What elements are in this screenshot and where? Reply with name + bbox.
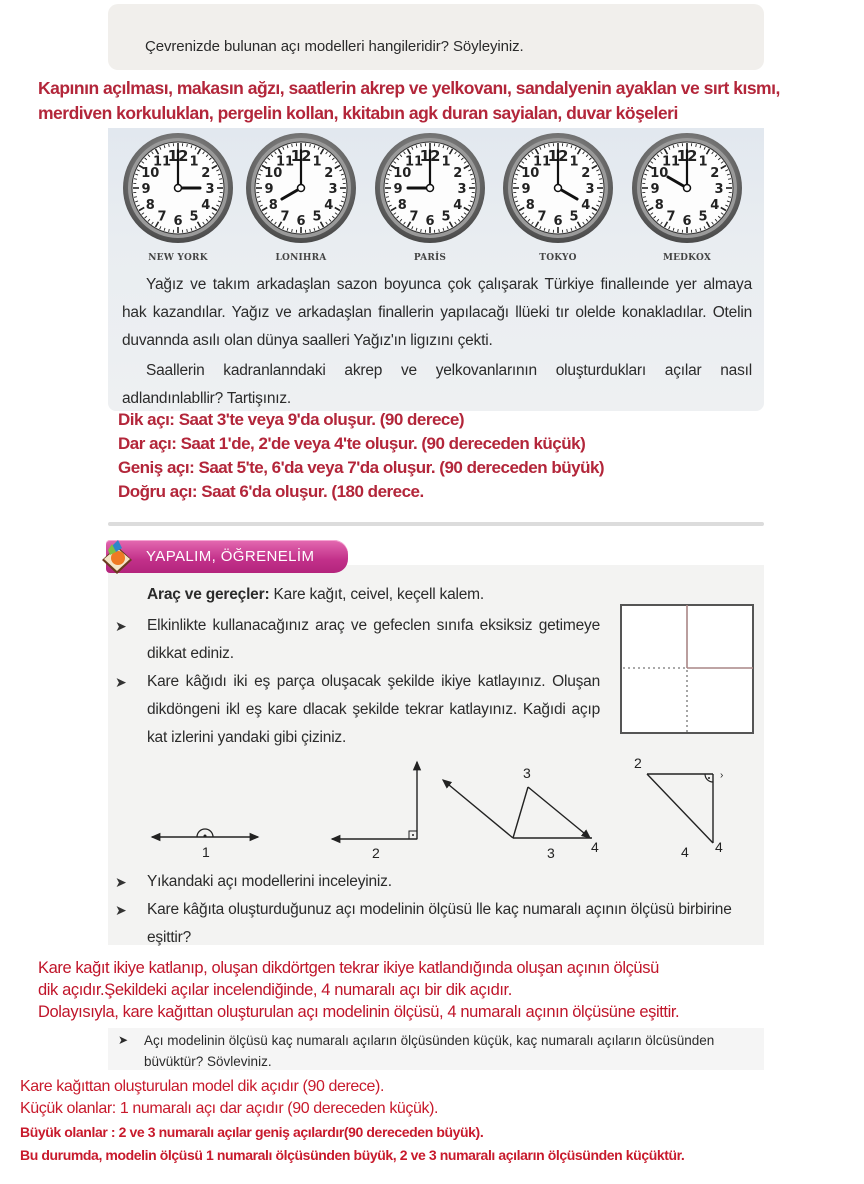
svg-text:12: 12 bbox=[676, 147, 698, 165]
materials-value: Kare kağıt, ceivel, keçell kalem. bbox=[269, 586, 485, 603]
svg-text:3: 3 bbox=[523, 765, 531, 781]
svg-text:12: 12 bbox=[290, 147, 312, 165]
answer-3-line-3: Büyük olanlar : 2 ve 3 numaralı açılar geniş açılardır(90 dereceden büyük). bbox=[20, 1124, 484, 1140]
svg-text:4: 4 bbox=[201, 198, 211, 213]
arrow-bullet-icon: ➤ bbox=[115, 674, 127, 690]
answer-3-line-4: Bu durumda, modelin ölçüsü 1 numaralı ölçüsünden büyük, 2 ve 3 numaralı açıların ölçüsünden küçüktür. bbox=[20, 1147, 685, 1163]
svg-text:8: 8 bbox=[145, 198, 155, 213]
svg-text:3: 3 bbox=[585, 182, 595, 197]
answer-2 bbox=[38, 957, 679, 1023]
angle-model-2 bbox=[332, 762, 417, 861]
svg-text:7: 7 bbox=[280, 209, 290, 225]
bullet-3 bbox=[115, 868, 755, 896]
svg-text:5: 5 bbox=[189, 209, 199, 225]
answer-3 bbox=[20, 1076, 684, 1166]
clock-label: NEW YORK bbox=[148, 253, 208, 263]
svg-text:4: 4 bbox=[681, 844, 689, 860]
arrow-bullet-icon: ➤ bbox=[115, 902, 127, 918]
bullet-4-text: Kare kâğıta oluşturduğunuz açı modelinin ölçüsü lle kaç numaralı açının ölçüsü birbirine eşittir? bbox=[147, 901, 732, 946]
question-2 bbox=[118, 1030, 748, 1072]
svg-text:9: 9 bbox=[141, 182, 151, 197]
clock-lonihra bbox=[245, 132, 357, 244]
materials-label: Araç ve gereçler: bbox=[147, 586, 270, 603]
story-text bbox=[122, 271, 752, 413]
svg-text:12: 12 bbox=[167, 147, 189, 165]
svg-text:4: 4 bbox=[591, 839, 599, 855]
story-paragraph-1: Yağız ve takım arkadaşlan sazon boyunca çok çalışarak Türkiye finalleınde yer almaya hak kazandılar. Yağız ve arkadaşlan finallerin yapılacağı llüeki tır olelde konakladılar. Otelin duvannda asılı olan dünya saalleri Yağız'ın ligızını çekti. bbox=[122, 276, 752, 349]
book-icon bbox=[98, 538, 136, 576]
svg-text:8: 8 bbox=[654, 198, 664, 213]
bullet-1-text: Elkinlikte kullanacağınız araç ve gefeclen sınıfa eksiksiz getimeye dikkat ediniz. bbox=[147, 617, 600, 662]
svg-text:2: 2 bbox=[581, 166, 591, 181]
answer-1 bbox=[38, 76, 780, 126]
answer-2-line-3: Dolayısıyla, kare kağıttan oluşturulan açı modelinin ölçüsü, 4 numaralı açının ölçüsüne eşittir. bbox=[38, 1003, 680, 1021]
obtuse-angle-answer: Geniş açı: Saat 5'te, 6'da veya 7'da oluşur. (90 dereceden büyük) bbox=[118, 458, 605, 477]
svg-text:4: 4 bbox=[710, 198, 720, 213]
svg-text:2: 2 bbox=[453, 166, 463, 181]
svg-text:11: 11 bbox=[152, 154, 172, 170]
svg-text:›: › bbox=[720, 770, 724, 781]
svg-text:10: 10 bbox=[141, 166, 160, 181]
clock-tokyo bbox=[502, 132, 614, 244]
svg-text:9: 9 bbox=[393, 182, 403, 197]
svg-text:7: 7 bbox=[537, 209, 547, 225]
question-panel bbox=[108, 4, 764, 70]
svg-text:6: 6 bbox=[553, 214, 563, 229]
arrow-bullet-icon: ➤ bbox=[115, 874, 127, 890]
svg-text:9: 9 bbox=[264, 182, 274, 197]
svg-text:2: 2 bbox=[201, 166, 211, 181]
svg-text:3: 3 bbox=[547, 845, 555, 861]
svg-text:2: 2 bbox=[324, 166, 334, 181]
svg-text:1: 1 bbox=[312, 154, 322, 170]
svg-text:8: 8 bbox=[397, 198, 407, 213]
clock-new-york bbox=[122, 132, 234, 244]
clock-pari̇s bbox=[374, 132, 486, 244]
bullet-2-text: Kare kâğıdı iki eş parça oluşacak şekilde ikiye katlayınız. Oluşan dikdöngeni ikl eş kare dlacak şekilde tekrar katlayınız. Kağıdi açıp kat izlerini yandaki gibi çiziniz. bbox=[147, 673, 600, 746]
answer-2-line-2: dik açıdır.Şekildeki açılar incelendiğinde, 4 numaralı açı bir dik açıdır. bbox=[38, 981, 512, 999]
bullet-3-text: Yıkandaki açı modellerini inceleyiniz. bbox=[147, 873, 392, 890]
angle-answers bbox=[118, 408, 604, 504]
svg-text:4: 4 bbox=[581, 198, 591, 213]
svg-text:8: 8 bbox=[268, 198, 278, 213]
svg-text:3: 3 bbox=[328, 182, 338, 197]
svg-text:6: 6 bbox=[173, 214, 183, 229]
svg-text:7: 7 bbox=[666, 209, 676, 225]
clock-medkox bbox=[631, 132, 743, 244]
section-badge: YAPALIM, ÖĞRENELİM bbox=[106, 540, 348, 573]
svg-text:10: 10 bbox=[521, 166, 540, 181]
answer-3-line-2: Küçük olanlar: 1 numaralı açı dar açıdır (90 dereceden küçük). bbox=[20, 1100, 439, 1117]
svg-text:1: 1 bbox=[569, 154, 579, 170]
svg-text:5: 5 bbox=[312, 209, 322, 225]
svg-text:1: 1 bbox=[441, 154, 451, 170]
svg-text:10: 10 bbox=[393, 166, 412, 181]
arrow-bullet-icon: ➤ bbox=[118, 1033, 129, 1047]
question-1: Çevrenizde bulunan açı modelleri hangileridir? Söyleyiniz. bbox=[145, 38, 524, 55]
bullet-2 bbox=[115, 668, 600, 752]
svg-text:2: 2 bbox=[372, 845, 380, 861]
svg-text:10: 10 bbox=[264, 166, 283, 181]
svg-text:2: 2 bbox=[710, 166, 720, 181]
story-paragraph-2: Saallerin kadranlanndaki akrep ve yelkovanlarının oluşturdukları açılar nasıl adlandınlabllir? Tartişınız. bbox=[122, 362, 752, 407]
clock-label: LONIHRA bbox=[275, 253, 327, 263]
svg-text:1: 1 bbox=[189, 154, 199, 170]
svg-text:9: 9 bbox=[521, 182, 531, 197]
answer-1-line-2: merdiven korkuluklan, pergelin kollan, kkitabın agk duran sayialan, duvar köşeleri bbox=[38, 103, 678, 123]
answer-1-line-1: Kapının açılması, makasın ağzı, saatlerin akrep ve yelkovanı, sandalyenin ayaklan ve sırt kısmı, bbox=[38, 78, 780, 98]
svg-text:7: 7 bbox=[157, 209, 167, 225]
svg-text:1: 1 bbox=[698, 154, 708, 170]
svg-text:8: 8 bbox=[525, 198, 535, 213]
svg-text:12: 12 bbox=[547, 147, 569, 165]
answer-3-line-1: Kare kağıttan oluşturulan model dik açıdır (90 derece). bbox=[20, 1078, 384, 1095]
bullet-4 bbox=[115, 896, 755, 952]
svg-text:11: 11 bbox=[275, 154, 295, 170]
svg-text:4: 4 bbox=[453, 198, 463, 213]
svg-text:5: 5 bbox=[569, 209, 579, 225]
question-2-text: Açı modelinin ölçüsü kaç numaralı açıların ölçüsünden küçük, kaç numaralı açıların ölcüsünden büvüktür? Sövleviniz. bbox=[144, 1033, 715, 1069]
angle-models-diagram bbox=[140, 750, 780, 862]
svg-text:6: 6 bbox=[296, 214, 306, 229]
svg-text:1: 1 bbox=[202, 844, 210, 860]
svg-text:11: 11 bbox=[404, 154, 424, 170]
svg-text:2: 2 bbox=[634, 755, 642, 771]
svg-text:3: 3 bbox=[205, 182, 215, 197]
svg-text:4: 4 bbox=[324, 198, 334, 213]
svg-text:12: 12 bbox=[419, 147, 441, 165]
svg-text:4: 4 bbox=[715, 839, 723, 855]
clock-label: MEDKOX bbox=[662, 253, 712, 263]
angle-model-4 bbox=[634, 755, 723, 860]
svg-text:7: 7 bbox=[409, 209, 419, 225]
bullet-1 bbox=[115, 612, 600, 668]
materials bbox=[147, 586, 484, 604]
svg-text:3: 3 bbox=[457, 182, 467, 197]
arrow-bullet-icon: ➤ bbox=[115, 618, 127, 634]
angle-model-1 bbox=[152, 829, 258, 860]
svg-text:5: 5 bbox=[441, 209, 451, 225]
svg-text:6: 6 bbox=[682, 214, 692, 229]
svg-text:10: 10 bbox=[650, 166, 669, 181]
clock-label: PARİS bbox=[413, 253, 447, 263]
straight-angle-answer: Doğru açı: Saat 6'da oluşur. (180 derece. bbox=[118, 482, 424, 501]
clock-label: TOKYO bbox=[539, 253, 577, 263]
folded-paper-diagram bbox=[618, 602, 758, 738]
svg-text:9: 9 bbox=[650, 182, 660, 197]
angle-model-3 bbox=[443, 765, 599, 861]
svg-text:6: 6 bbox=[425, 214, 435, 229]
svg-text:11: 11 bbox=[532, 154, 552, 170]
acute-angle-answer: Dar açı: Saat 1'de, 2'de veya 4'te oluşur. (90 dereceden küçük) bbox=[118, 434, 586, 453]
svg-text:11: 11 bbox=[661, 154, 681, 170]
svg-text:5: 5 bbox=[698, 209, 708, 225]
answer-2-line-1: Kare kağıt ikiye katlanıp, oluşan dikdörtgen tekrar ikiye katlandığında oluşan açının ölçüsü bbox=[38, 959, 659, 977]
svg-text:3: 3 bbox=[714, 182, 724, 197]
right-angle-answer: Dik açı: Saat 3'te veya 9'da oluşur. (90 derece) bbox=[118, 410, 464, 429]
section-divider bbox=[108, 522, 764, 526]
